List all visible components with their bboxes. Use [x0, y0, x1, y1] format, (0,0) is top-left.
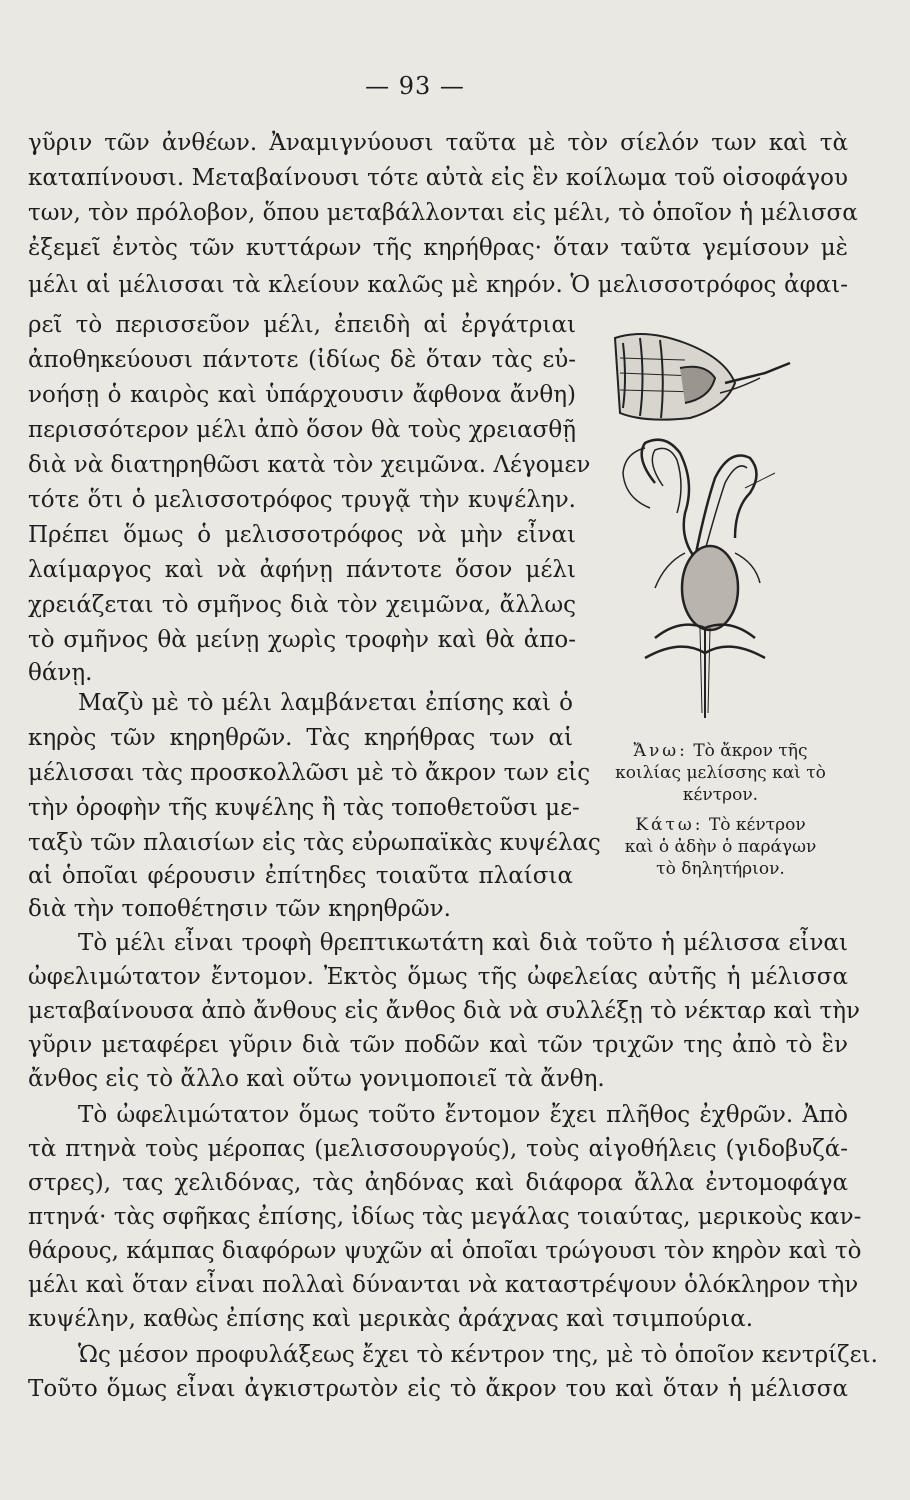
- figure-caption-top: [588, 740, 853, 762]
- text-line: ρεῖ τὸ περισσεῦον μέλι, ἐπειδὴ αἱ ἐργάτριαι: [28, 312, 576, 338]
- venom-gland-drawing: [623, 440, 775, 718]
- caption-line: τὸ δηλητήριον.: [656, 859, 785, 879]
- text-line: ἄνθος εἰς τὸ ἄλλο καὶ οὕτω γονιμοποιεῖ τὰ ἄνθη.: [28, 1066, 605, 1092]
- text-line: μεταβαίνουσα ἀπὸ ἄνθους εἰς ἄνθος διὰ νὰ συλλέξῃ τὸ νέκταρ καὶ τὴν: [28, 998, 861, 1024]
- text-line: διὰ τὴν τοποθέτησιν τῶν κηρηθρῶν.: [28, 896, 451, 922]
- caption-label-bottom: Κάτω:: [635, 815, 704, 835]
- text-line: τὰ πτηνὰ τοὺς μέροπας (μελισσουργούς), τοὺς αἰγοθήλεις (γιδοβυζά-: [28, 1136, 848, 1162]
- caption-text: Τὸ κέντρον: [708, 815, 806, 835]
- text-line: περισσότερον μέλι ἀπὸ ὅσον θὰ τοὺς χρειασθῇ: [28, 417, 576, 443]
- text-line: Τὸ ὠφελιμώτατον ὅμως τοῦτο ἔντομον ἔχει πλῆθος ἐχθρῶν. Ἀπὸ: [78, 1102, 848, 1128]
- text-line: χρειάζεται τὸ σμῆνος διὰ τὸν χειμῶνα, ἄλλως: [28, 592, 576, 618]
- caption-text: Τὸ ἄκρον τῆς: [693, 741, 808, 761]
- text-line: ἐξεμεῖ ἐντὸς τῶν κυττάρων τῆς κηρήθρας· ὅταν ταῦτα γεμίσουν μὲ: [28, 235, 848, 261]
- text-line: γῦριν τῶν ἀνθέων. Ἀναμιγνύουσι ταῦτα μὲ τὸν σίελόν των καὶ τὰ: [28, 130, 848, 156]
- text-line: των, τὸν πρόλοβον, ὅπου μεταβάλλονται εἰς μέλι, τὸ ὁποῖον ἡ μέλισσα: [28, 200, 858, 226]
- text-line: ταξὺ τῶν πλαισίων εἰς τὰς εὐρωπαϊκὰς κυψέλας: [28, 830, 601, 856]
- caption-line: καὶ ὁ ἀδὴν ὁ παράγων: [624, 837, 817, 857]
- text-line: διὰ νὰ διατηρηθῶσι κατὰ τὸν χειμῶνα. Λέγομεν: [28, 452, 591, 478]
- bee-sting-illustration: [585, 308, 825, 728]
- text-line: καταπίνουσι. Μεταβαίνουσι τότε αὐτὰ εἰς ἓν κοίλωμα τοῦ οἰσοφάγου: [28, 165, 848, 191]
- text-line: Πρέπει ὅμως ὁ μελισσοτρόφος νὰ μὴν εἶναι: [28, 522, 576, 548]
- text-line: Ὡς μέσον προφυλάξεως ἔχει τὸ κέντρον της, μὲ τὸ ὁποῖον κεντρίζει.: [78, 1342, 878, 1368]
- text-line: Τὸ μέλι εἶναι τροφὴ θρεπτικωτάτη καὶ διὰ τοῦτο ἡ μέλισσα εἶναι: [78, 930, 848, 956]
- caption-line: κοιλίας μελίσσης καὶ τὸ: [615, 763, 826, 783]
- text-line: Μαζὺ μὲ τὸ μέλι λαμβάνεται ἐπίσης καὶ ὁ: [78, 690, 573, 716]
- abdomen-tip-drawing: [615, 334, 790, 420]
- text-line: τότε ὅτι ὁ μελισσοτρόφος τρυγᾷ τὴν κυψέλην.: [28, 487, 576, 513]
- text-line: γῦριν μεταφέρει γῦριν διὰ τῶν ποδῶν καὶ τῶν τριχῶν της ἀπὸ τὸ ἓν: [28, 1032, 848, 1058]
- text-line: θάρους, κάμπας διαφόρων ψυχῶν αἱ ὁποῖαι τρώγουσι τὸν κηρὸν καὶ τὸ: [28, 1238, 862, 1264]
- caption-label-top: Ἄνω:: [633, 741, 688, 761]
- text-line: κηρὸς τῶν κηρηθρῶν. Τὰς κηρήθρας των αἱ: [28, 725, 573, 751]
- text-line: μέλι καὶ ὅταν εἶναι πολλαὶ δύνανται νὰ καταστρέψουν ὁλόκληρον τὴν: [28, 1272, 859, 1298]
- text-line: στρες), τας χελιδόνας, τὰς ἀηδόνας καὶ διάφορα ἄλλα ἐντομοφάγα: [28, 1170, 848, 1196]
- page-number: — 93 —: [365, 72, 465, 100]
- text-line: αἱ ὁποῖαι φέρουσιν ἐπίτηδες τοιαῦτα πλαίσια: [28, 863, 573, 889]
- text-line: τὸ σμῆνος θὰ μείνῃ χωρὶς τροφὴν καὶ θὰ ἀπο-: [28, 627, 576, 653]
- figure-caption-bottom: [588, 814, 853, 836]
- text-line: τὴν ὀροφὴν τῆς κυψέλης ἢ τὰς τοποθετοῦσι με-: [28, 795, 580, 821]
- text-line: Τοῦτο ὅμως εἶναι ἀγκιστρωτὸν εἰς τὸ ἄκρον του καὶ ὅταν ἡ μέλισσα: [28, 1376, 848, 1402]
- text-line: μέλισσαι τὰς προσκολλῶσι μὲ τὸ ἄκρον των εἰς: [28, 760, 591, 786]
- text-line: ὠφελιμώτατον ἔντομον. Ἐκτὸς ὅμως τῆς ὠφελείας αὐτῆς ἡ μέλισσα: [28, 964, 848, 990]
- text-line: θάνῃ.: [28, 660, 93, 686]
- text-line: μέλι αἱ μέλισσαι τὰ κλείουν καλῶς μὲ κηρόν. Ὁ μελισσοτρόφος ἀφαι-: [28, 272, 848, 298]
- text-line: λαίμαργος καὶ νὰ ἀφήνῃ πάντοτε ὅσον μέλι: [28, 557, 576, 583]
- text-line: ἀποθηκεύουσι πάντοτε (ἰδίως δὲ ὅταν τὰς εὐ-: [28, 347, 576, 373]
- text-line: κυψέλην, καθὼς ἐπίσης καὶ μερικὰς ἀράχνας καὶ τσιμπούρια.: [28, 1306, 754, 1332]
- text-line: νοήσῃ ὁ καιρὸς καὶ ὑπάρχουσιν ἄφθονα ἄνθη): [28, 382, 576, 408]
- caption-line: κέντρον.: [682, 785, 759, 805]
- text-line: πτηνά· τὰς σφῆκας ἐπίσης, ἰδίως τὰς μεγάλας τοιαύτας, μερικοὺς καν-: [28, 1204, 862, 1230]
